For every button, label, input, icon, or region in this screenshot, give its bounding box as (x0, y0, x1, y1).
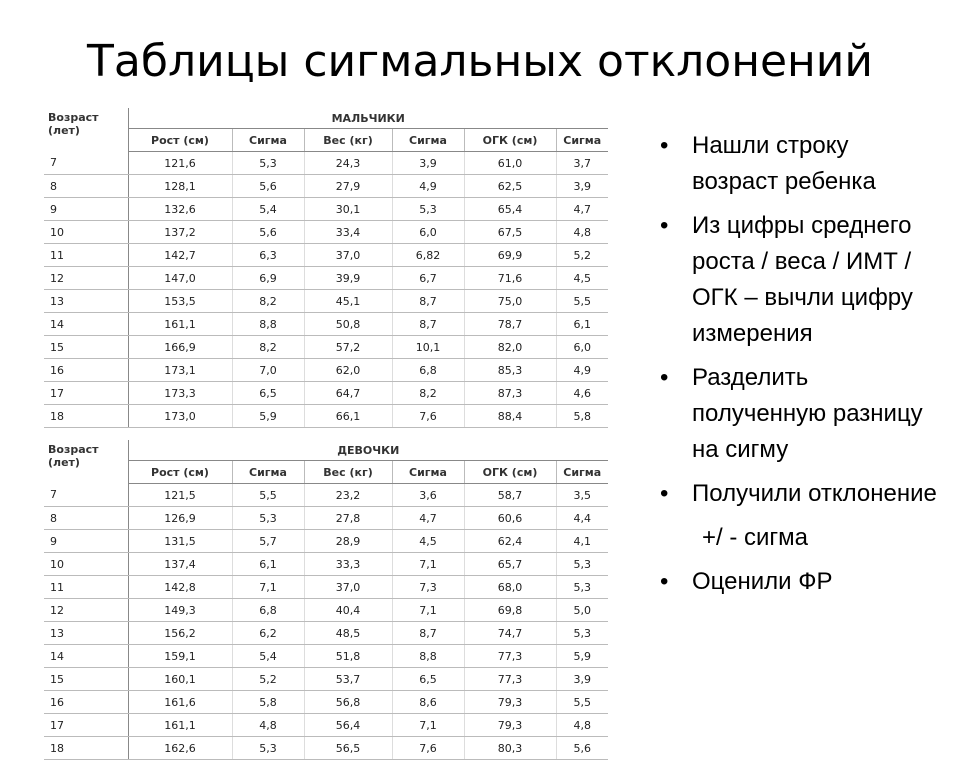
value-cell: 77,3 (464, 668, 556, 691)
value-cell: 37,0 (304, 576, 392, 599)
bullet-dot-icon: • (660, 364, 669, 391)
age-cell: 14 (44, 645, 128, 668)
value-cell: 173,0 (128, 405, 232, 428)
value-cell: 60,6 (464, 507, 556, 530)
value-cell: 5,8 (556, 405, 608, 428)
value-cell: 74,7 (464, 622, 556, 645)
table-row (44, 714, 608, 737)
age-header (44, 440, 128, 484)
column-header: Вес (кг) (304, 461, 392, 484)
value-cell: 4,7 (392, 507, 464, 530)
value-cell: 51,8 (304, 645, 392, 668)
table-row (44, 336, 608, 359)
table-row (44, 267, 608, 290)
value-cell: 77,3 (464, 645, 556, 668)
value-cell: 28,9 (304, 530, 392, 553)
value-cell: 56,5 (304, 737, 392, 760)
bullet-text: Оценили ФР (692, 568, 833, 595)
value-cell: 71,6 (464, 267, 556, 290)
table-row (44, 152, 608, 175)
age-cell: 11 (44, 244, 128, 267)
table-row (44, 691, 608, 714)
value-cell: 33,4 (304, 221, 392, 244)
value-cell: 82,0 (464, 336, 556, 359)
age-cell: 10 (44, 553, 128, 576)
value-cell: 5,4 (232, 645, 304, 668)
value-cell: 132,6 (128, 198, 232, 221)
value-cell: 5,3 (392, 198, 464, 221)
value-cell: 8,2 (392, 382, 464, 405)
age-cell: 17 (44, 714, 128, 737)
value-cell: 173,3 (128, 382, 232, 405)
slide-title: Таблицы сигмальных отклонений (87, 36, 873, 87)
value-cell: 7,1 (392, 714, 464, 737)
value-cell: 3,9 (556, 668, 608, 691)
table-row (44, 622, 608, 645)
value-cell: 5,7 (232, 530, 304, 553)
value-cell: 85,3 (464, 359, 556, 382)
value-cell: 57,2 (304, 336, 392, 359)
value-cell: 79,3 (464, 691, 556, 714)
column-header: Рост (см) (128, 461, 232, 484)
value-cell: 30,1 (304, 198, 392, 221)
bullet-item (660, 128, 940, 200)
value-cell: 6,5 (392, 668, 464, 691)
value-cell: 162,6 (128, 737, 232, 760)
bullet-item (660, 360, 940, 468)
value-cell: 6,0 (392, 221, 464, 244)
sigma-tables (44, 108, 608, 760)
value-cell: 33,3 (304, 553, 392, 576)
age-cell: 13 (44, 290, 128, 313)
column-header: Рост (см) (128, 129, 232, 152)
value-cell: 142,8 (128, 576, 232, 599)
column-header-row (44, 129, 608, 152)
value-cell: 5,3 (232, 507, 304, 530)
value-cell: 69,8 (464, 599, 556, 622)
bullet-text: Нашли строку возраст ребенка (692, 132, 876, 195)
value-cell: 64,7 (304, 382, 392, 405)
bullet-dot-icon: • (660, 480, 669, 507)
value-cell: 66,1 (304, 405, 392, 428)
value-cell: 67,5 (464, 221, 556, 244)
bullet-dot-icon: • (660, 568, 669, 595)
age-cell: 16 (44, 359, 128, 382)
value-cell: 61,0 (464, 152, 556, 175)
column-header: Сигма (392, 461, 464, 484)
value-cell: 160,1 (128, 668, 232, 691)
value-cell: 5,3 (232, 152, 304, 175)
bullet-item (660, 208, 940, 352)
value-cell: 5,4 (232, 198, 304, 221)
column-header: Сигма (556, 461, 608, 484)
table-row (44, 382, 608, 405)
value-cell: 7,1 (392, 553, 464, 576)
group-header-row (44, 108, 608, 129)
value-cell: 48,5 (304, 622, 392, 645)
table-row (44, 313, 608, 336)
bullet-dot-icon: • (660, 212, 669, 239)
value-cell: 5,0 (556, 599, 608, 622)
value-cell: 87,3 (464, 382, 556, 405)
value-cell: 147,0 (128, 267, 232, 290)
value-cell: 8,7 (392, 622, 464, 645)
value-cell: 121,6 (128, 152, 232, 175)
value-cell: 5,3 (556, 553, 608, 576)
age-cell: 15 (44, 336, 128, 359)
value-cell: 3,6 (392, 484, 464, 507)
column-header: Сигма (232, 129, 304, 152)
value-cell: 161,1 (128, 714, 232, 737)
value-cell: 166,9 (128, 336, 232, 359)
column-header: Сигма (556, 129, 608, 152)
value-cell: 5,2 (232, 668, 304, 691)
value-cell: 65,7 (464, 553, 556, 576)
table-row (44, 645, 608, 668)
value-cell: 78,7 (464, 313, 556, 336)
value-cell: 4,6 (556, 382, 608, 405)
value-cell: 50,8 (304, 313, 392, 336)
value-cell: 8,2 (232, 290, 304, 313)
value-cell: 37,0 (304, 244, 392, 267)
value-cell: 27,9 (304, 175, 392, 198)
value-cell: 7,1 (232, 576, 304, 599)
value-cell: 5,6 (232, 175, 304, 198)
age-header-line: Возраст (48, 111, 99, 124)
age-header-line: (лет) (48, 124, 80, 137)
value-cell: 58,7 (464, 484, 556, 507)
value-cell: 6,1 (232, 553, 304, 576)
age-cell: 16 (44, 691, 128, 714)
bullet-item (660, 476, 940, 512)
value-cell: 68,0 (464, 576, 556, 599)
value-cell: 4,1 (556, 530, 608, 553)
age-cell: 9 (44, 530, 128, 553)
bullet-text: Получили отклонение (692, 480, 937, 507)
table-row (44, 553, 608, 576)
value-cell: 4,7 (556, 198, 608, 221)
age-cell: 8 (44, 507, 128, 530)
value-cell: 79,3 (464, 714, 556, 737)
value-cell: 6,3 (232, 244, 304, 267)
age-cell: 9 (44, 198, 128, 221)
table-row (44, 668, 608, 691)
value-cell: 128,1 (128, 175, 232, 198)
value-cell: 56,4 (304, 714, 392, 737)
value-cell: 4,5 (392, 530, 464, 553)
value-cell: 62,5 (464, 175, 556, 198)
value-cell: 5,5 (556, 290, 608, 313)
value-cell: 80,3 (464, 737, 556, 760)
sigma-note: +/ - сигма (702, 524, 809, 551)
table-row (44, 221, 608, 244)
column-header: ОГК (см) (464, 461, 556, 484)
column-header: Сигма (392, 129, 464, 152)
value-cell: 8,2 (232, 336, 304, 359)
age-cell: 8 (44, 175, 128, 198)
value-cell: 5,6 (232, 221, 304, 244)
age-cell: 11 (44, 576, 128, 599)
column-header: Сигма (232, 461, 304, 484)
value-cell: 62,4 (464, 530, 556, 553)
table-row (44, 175, 608, 198)
value-cell: 6,8 (232, 599, 304, 622)
value-cell: 27,8 (304, 507, 392, 530)
age-header-line: Возраст (48, 443, 99, 456)
value-cell: 5,3 (232, 737, 304, 760)
value-cell: 6,8 (392, 359, 464, 382)
table-row (44, 244, 608, 267)
age-cell: 18 (44, 737, 128, 760)
value-cell: 8,8 (232, 313, 304, 336)
age-cell: 12 (44, 599, 128, 622)
age-header-line: (лет) (48, 456, 80, 469)
value-cell: 161,1 (128, 313, 232, 336)
age-cell: 15 (44, 668, 128, 691)
value-cell: 10,1 (392, 336, 464, 359)
value-cell: 65,4 (464, 198, 556, 221)
value-cell: 6,7 (392, 267, 464, 290)
value-cell: 4,8 (556, 714, 608, 737)
value-cell: 45,1 (304, 290, 392, 313)
value-cell: 23,2 (304, 484, 392, 507)
value-cell: 5,6 (556, 737, 608, 760)
column-header: ОГК (см) (464, 129, 556, 152)
value-cell: 88,4 (464, 405, 556, 428)
bullet-item (660, 564, 940, 600)
value-cell: 131,5 (128, 530, 232, 553)
value-cell: 8,7 (392, 313, 464, 336)
value-cell: 7,3 (392, 576, 464, 599)
age-cell: 10 (44, 221, 128, 244)
value-cell: 5,8 (232, 691, 304, 714)
value-cell: 3,5 (556, 484, 608, 507)
value-cell: 75,0 (464, 290, 556, 313)
value-cell: 53,7 (304, 668, 392, 691)
age-cell: 18 (44, 405, 128, 428)
bullet-text: Разделить полученную разницу на сигму (692, 364, 923, 463)
table-row (44, 530, 608, 553)
age-cell: 12 (44, 267, 128, 290)
column-header-row (44, 461, 608, 484)
value-cell: 7,6 (392, 405, 464, 428)
age-cell: 7 (44, 484, 128, 507)
value-cell: 6,9 (232, 267, 304, 290)
value-cell: 126,9 (128, 507, 232, 530)
table-row (44, 737, 608, 760)
table-row (44, 576, 608, 599)
value-cell: 142,7 (128, 244, 232, 267)
group-label: МАЛЬЧИКИ (128, 108, 608, 129)
value-cell: 159,1 (128, 645, 232, 668)
value-cell: 24,3 (304, 152, 392, 175)
value-cell: 8,6 (392, 691, 464, 714)
bullet-dot-icon: • (660, 132, 669, 159)
instruction-list (660, 128, 940, 608)
value-cell: 4,8 (232, 714, 304, 737)
value-cell: 6,5 (232, 382, 304, 405)
value-cell: 4,5 (556, 267, 608, 290)
boys-table (44, 108, 608, 428)
table-row (44, 507, 608, 530)
value-cell: 39,9 (304, 267, 392, 290)
value-cell: 149,3 (128, 599, 232, 622)
value-cell: 6,1 (556, 313, 608, 336)
value-cell: 121,5 (128, 484, 232, 507)
value-cell: 7,6 (392, 737, 464, 760)
value-cell: 5,3 (556, 622, 608, 645)
value-cell: 4,4 (556, 507, 608, 530)
value-cell: 5,2 (556, 244, 608, 267)
value-cell: 153,5 (128, 290, 232, 313)
table-row (44, 290, 608, 313)
value-cell: 5,9 (232, 405, 304, 428)
table-row (44, 405, 608, 428)
value-cell: 62,0 (304, 359, 392, 382)
age-cell: 14 (44, 313, 128, 336)
value-cell: 156,2 (128, 622, 232, 645)
group-label: ДЕВОЧКИ (128, 440, 608, 461)
value-cell: 4,9 (556, 359, 608, 382)
bullet-text: Из цифры среднего роста / веса / ИМТ / ОГК – вычли цифру измерения (692, 212, 913, 347)
age-cell: 17 (44, 382, 128, 405)
age-cell: 13 (44, 622, 128, 645)
value-cell: 7,0 (232, 359, 304, 382)
value-cell: 6,82 (392, 244, 464, 267)
value-cell: 4,8 (556, 221, 608, 244)
age-header (44, 108, 128, 152)
table-row (44, 198, 608, 221)
group-header-row (44, 440, 608, 461)
value-cell: 137,4 (128, 553, 232, 576)
age-cell: 7 (44, 152, 128, 175)
value-cell: 6,2 (232, 622, 304, 645)
value-cell: 4,9 (392, 175, 464, 198)
girls-table (44, 440, 608, 760)
column-header: Вес (кг) (304, 129, 392, 152)
table-row (44, 359, 608, 382)
value-cell: 8,7 (392, 290, 464, 313)
table-row (44, 599, 608, 622)
value-cell: 3,9 (556, 175, 608, 198)
value-cell: 5,5 (556, 691, 608, 714)
value-cell: 8,8 (392, 645, 464, 668)
value-cell: 173,1 (128, 359, 232, 382)
value-cell: 40,4 (304, 599, 392, 622)
value-cell: 69,9 (464, 244, 556, 267)
value-cell: 161,6 (128, 691, 232, 714)
value-cell: 137,2 (128, 221, 232, 244)
value-cell: 3,9 (392, 152, 464, 175)
value-cell: 6,0 (556, 336, 608, 359)
value-cell: 7,1 (392, 599, 464, 622)
value-cell: 56,8 (304, 691, 392, 714)
value-cell: 3,7 (556, 152, 608, 175)
value-cell: 5,3 (556, 576, 608, 599)
value-cell: 5,5 (232, 484, 304, 507)
value-cell: 5,9 (556, 645, 608, 668)
table-row (44, 484, 608, 507)
